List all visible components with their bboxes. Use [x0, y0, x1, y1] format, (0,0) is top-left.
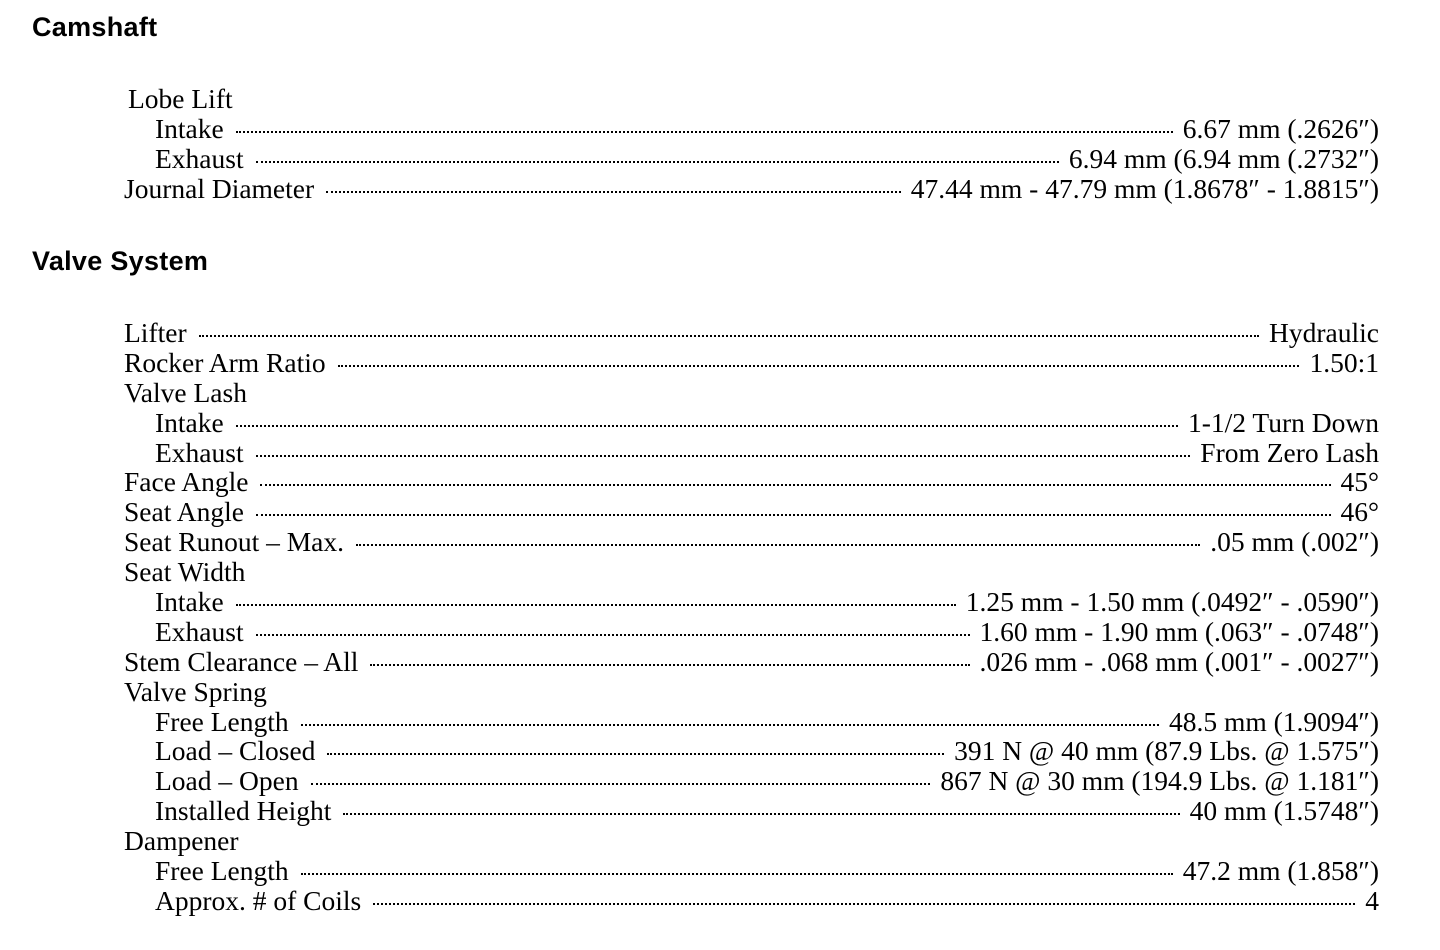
dot-leader — [256, 455, 1191, 457]
dot-leader — [373, 903, 1355, 905]
spec-label: Seat Angle — [124, 496, 244, 528]
spec-value: 6.67 mm (.2626″) — [1182, 112, 1379, 144]
spec-label: Dampener — [124, 825, 239, 857]
spec-label: Free Length — [155, 855, 289, 887]
spec-row — [124, 886, 1379, 916]
dot-leader — [326, 191, 901, 193]
dot-leader — [338, 365, 1300, 367]
spec-label: Free Length — [155, 705, 289, 737]
dot-leader — [370, 664, 969, 666]
dot-leader — [236, 604, 956, 606]
spec-row — [124, 826, 1379, 856]
spec-label: Intake — [155, 112, 224, 144]
dot-leader — [256, 634, 970, 636]
dot-leader — [356, 544, 1200, 546]
spec-value: 1.60 mm - 1.90 mm (.063″ - .0748″) — [979, 615, 1379, 647]
spec-label: Lobe Lift — [128, 83, 233, 114]
spec-value: 391 N @ 40 mm (87.9 Lbs. @ 1.575″) — [954, 735, 1379, 767]
spec-row — [124, 144, 1379, 174]
spec-value: From Zero Lash — [1200, 436, 1379, 468]
spec-row — [124, 647, 1379, 677]
spec-row — [124, 467, 1379, 497]
spec-row — [124, 856, 1379, 886]
section-title-valve-system: Valve System — [32, 246, 209, 276]
spec-label: Intake — [155, 406, 224, 438]
dot-leader — [301, 873, 1173, 875]
dot-leader — [236, 425, 1178, 427]
spec-label: Valve Lash — [124, 376, 247, 408]
dot-leader — [301, 724, 1159, 726]
spec-value: 47.44 mm - 47.79 mm (1.8678″ - 1.8815″) — [910, 172, 1379, 204]
spec-row — [124, 114, 1379, 144]
spec-value: .026 mm - .068 mm (.001″ - .0027″) — [979, 645, 1379, 677]
spec-row — [124, 587, 1379, 617]
spec-label: Installed Height — [155, 795, 332, 827]
spec-row — [124, 438, 1379, 468]
section-title-camshaft: Camshaft — [32, 12, 158, 42]
dot-leader — [311, 783, 931, 785]
spec-value: 1.50:1 — [1309, 346, 1379, 378]
spec-row — [124, 378, 1379, 408]
spec-value: 867 N @ 30 mm (194.9 Lbs. @ 1.181″) — [940, 765, 1379, 797]
spec-label: Exhaust — [155, 436, 244, 468]
spec-value: Hydraulic — [1269, 317, 1379, 348]
spec-row — [124, 497, 1379, 527]
spec-label: Load – Open — [155, 765, 299, 797]
spec-row — [124, 348, 1379, 378]
spec-row — [124, 736, 1379, 766]
dot-leader — [343, 813, 1179, 815]
spec-value: 40 mm (1.5748″) — [1189, 795, 1379, 827]
spec-row — [124, 766, 1379, 796]
spec-row — [124, 796, 1379, 826]
spec-value: 46° — [1340, 496, 1379, 528]
spec-label: Intake — [155, 586, 224, 618]
spec-row — [124, 318, 1379, 348]
spec-label: Valve Spring — [124, 675, 267, 707]
spec-row — [124, 617, 1379, 647]
spec-label: Stem Clearance – All — [124, 645, 359, 677]
spec-label: Approx. # of Coils — [155, 884, 362, 916]
spec-row — [124, 527, 1379, 557]
spec-row — [124, 174, 1379, 204]
spec-value: 6.94 mm (6.94 mm (.2732″) — [1068, 142, 1379, 174]
spec-value: .05 mm (.002″) — [1210, 526, 1379, 558]
spec-label: Load – Closed — [155, 735, 316, 767]
spec-value: 1-1/2 Turn Down — [1187, 406, 1379, 438]
dot-leader — [199, 335, 1259, 337]
camshaft-spec-list — [124, 84, 1379, 204]
spec-label: Exhaust — [155, 615, 244, 647]
dot-leader — [256, 514, 1331, 516]
spec-value: 48.5 mm (1.9094″) — [1168, 705, 1379, 737]
spec-row — [124, 707, 1379, 737]
spec-value: 47.2 mm (1.858″) — [1182, 855, 1379, 887]
dot-leader — [256, 161, 1059, 163]
spec-row — [124, 557, 1379, 587]
spec-label: Rocker Arm Ratio — [124, 346, 326, 378]
spec-label: Seat Runout – Max. — [124, 526, 344, 558]
dot-leader — [327, 753, 944, 755]
dot-leader — [260, 484, 1330, 486]
spec-label: Seat Width — [124, 556, 246, 588]
spec-value: 4 — [1365, 884, 1379, 916]
spec-label: Lifter — [124, 317, 187, 348]
spec-label: Face Angle — [124, 466, 249, 498]
valve-system-spec-list — [124, 318, 1379, 916]
spec-label: Exhaust — [155, 142, 244, 174]
dot-leader — [236, 131, 1173, 133]
spec-row — [124, 677, 1379, 707]
spec-row — [124, 84, 1379, 114]
spec-value: 45° — [1340, 466, 1379, 498]
spec-row — [124, 408, 1379, 438]
spec-value: 1.25 mm - 1.50 mm (.0492″ - .0590″) — [965, 586, 1379, 618]
spec-label: Journal Diameter — [124, 172, 315, 204]
